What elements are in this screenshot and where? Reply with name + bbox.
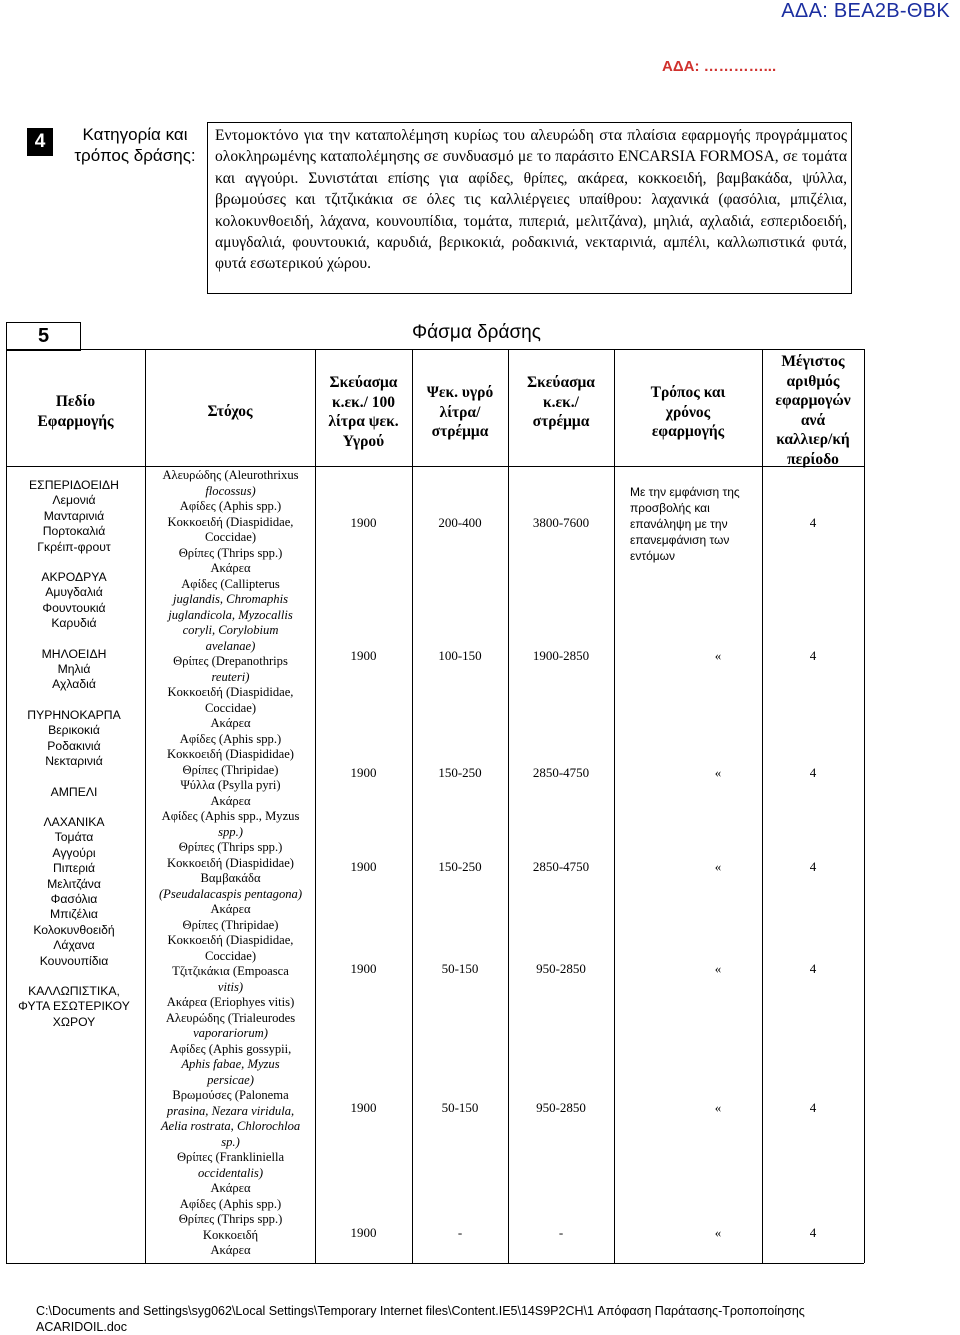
target-item: Coccidae) <box>204 530 257 544</box>
section-5-number: 5 <box>6 322 81 351</box>
target-item: Βρωμούσες (Palonema <box>172 1088 289 1102</box>
cell-max: 4 <box>809 1100 817 1115</box>
target-item: coryli, Corylobium <box>182 623 279 637</box>
field-item: Μανταρινιά <box>43 508 105 523</box>
field-group <box>4 984 144 1030</box>
cell-prep-100l: 1900 <box>350 648 377 663</box>
target-item: Βαμβακάδα <box>200 871 261 885</box>
field-item: Νεκταρινιά <box>45 754 103 769</box>
footer-path <box>36 1303 936 1335</box>
target-item: Τζιτζικάκια (Empoasca <box>172 964 289 978</box>
field-item: ΛΑΧΑΝΙΚΑ <box>43 814 105 829</box>
target-item: Θρίπες (Thrips spp.) <box>178 1212 283 1226</box>
table-header-line <box>6 466 864 467</box>
target-item: Θρίπες (Thrips spp.) <box>178 840 283 854</box>
section-4-text: Εντομοκτόνο για την καταπολέμηση κυρίως του αλευρώδη στα πλαίσια εφαρμογής προγράμματος ολοκληρωμένης καταπολέμησης σε συνδυασμό με το παράσιτο ENCARSIA FORMOSA, σε τομάτα και αγγούρι. Συνιστάται επίσης για αφίδες, θρίπες, ακάρεα, κοκκοειδή, βαμβακάδα, ψύλλα, βρωμούσες και τζιτζικάκια σε όλες τις καλλιέργειες υπαίθρου: λαχανικά (φασόλια, μπιζέλια, κολοκυνθοειδή, λάχανα, κουνουπίδια, τομάτα, πιπεριά, μελιτζάνα), μηλιά, αχλαδιά, εσπεριδοειδή, αμυγδαλιά, φουντουκιά, καρυδιά, βερικοκιά, ροδακινιά, νεκταρινιά, αμπέλι, καλλωπιστικά φυτά, φυτά εσωτερικού χώρου. <box>215 127 847 273</box>
target-item: Αλευρώδης (Trialeurodes <box>165 1010 296 1025</box>
ada-code: ΑΔΑ: ΒΕΑ2Β-ΘΒΚ <box>781 0 950 22</box>
col-line-6 <box>762 349 763 1263</box>
cell-liquid: 50-150 <box>441 1100 479 1115</box>
header-method: Τρόπος και χρόνος εφαρμογής <box>650 384 726 440</box>
target-item: Ακάρεα <box>210 793 251 808</box>
target-item: Ακάρεα <box>210 716 251 730</box>
col-line-4 <box>508 349 509 1263</box>
field-item: Πορτοκαλιά <box>42 524 106 539</box>
header-prep-stremma: Σκεύασμα κ.εκ./ στρέμμα <box>527 374 595 430</box>
field-group <box>4 785 144 800</box>
field-group <box>4 708 144 770</box>
target-item: vaporariorum) <box>193 1026 268 1040</box>
target-item: sp.) <box>221 1134 240 1149</box>
target-item: Ακάρεα <box>210 1181 251 1195</box>
col-line-2 <box>315 349 316 1263</box>
cell-prep-stremma: - <box>558 1225 564 1240</box>
target-item: Κοκκοειδή (Diaspididae, <box>167 933 294 947</box>
field-item: Πιπεριά <box>52 861 96 876</box>
field-item: Μπιζέλια <box>50 907 98 922</box>
cell-max: 4 <box>809 961 817 976</box>
col-line-5 <box>614 349 615 1263</box>
target-item: persicae) <box>207 1072 254 1087</box>
target-item: Ακάρεα (Eriophyes vitis) <box>166 995 295 1009</box>
field-item: Φουντουκιά <box>42 600 106 615</box>
target-item: avelanae) <box>205 638 256 653</box>
cell-max: 4 <box>809 765 817 780</box>
cell-max: 4 <box>809 648 817 663</box>
target-item: Coccidae) <box>204 700 257 715</box>
section-4-label-line2: τρόπος δράσης: <box>74 146 196 165</box>
target-item: Θρίπες (Drepanothrips <box>173 654 288 668</box>
cell-liquid: 50-150 <box>441 961 479 976</box>
cell-max: 4 <box>809 859 817 874</box>
table-bottom-line <box>6 1263 864 1264</box>
target-item: reuteri) <box>211 669 250 684</box>
target-item: occidentalis) <box>197 1165 264 1180</box>
target-item: Aphis fabae, Myzus <box>181 1057 280 1071</box>
cell-method: « <box>714 765 722 780</box>
field-item: ΚΑΛΛΩΠΙΣΤΙΚΑ, <box>28 983 120 998</box>
field-item: ΧΩΡΟΥ <box>52 1014 96 1029</box>
field-item: Κουνουπίδια <box>39 953 109 968</box>
header-prep-100l: Σκεύασμα κ.εκ./ 100 λίτρα ψεκ. Υγρού <box>328 374 399 450</box>
target-item: Κοκκοειδή (Diaspididae, <box>167 685 294 699</box>
col-line-1 <box>145 349 146 1263</box>
field-item: Μελιτζάνα <box>47 876 101 891</box>
field-group <box>4 478 144 555</box>
cell-method: « <box>714 961 722 976</box>
field-item: ΑΜΠΕΛΙ <box>50 784 98 799</box>
target-item: Αλευρώδης (Aleurothrixus <box>162 468 299 482</box>
target-item: Αφίδες (Callipterus <box>181 576 280 591</box>
field-item: ΠΥΡΗΝΟΚΑΡΠΑ <box>27 707 121 722</box>
col-line-7 <box>864 349 865 1263</box>
cell-liquid: - <box>457 1225 463 1240</box>
target-item: Κοκκοειδή (Diaspididae, <box>167 514 294 529</box>
cell-prep-100l: 1900 <box>350 1100 377 1115</box>
target-item: Κοκκοειδή (Diaspididae) <box>167 855 294 870</box>
cell-prep-100l: 1900 <box>350 765 377 780</box>
target-item: Ακάρεα <box>210 1243 251 1257</box>
cell-prep-100l: 1900 <box>350 1225 377 1240</box>
field-item: Αχλαδιά <box>52 677 96 692</box>
target-list <box>147 468 314 1259</box>
target-item: Κοκκοειδή (Diaspididae) <box>167 747 294 761</box>
field-item: ΕΣΠΕΡΙΔΟΕΙΔΗ <box>29 478 119 492</box>
cell-method: « <box>714 648 722 663</box>
section-4-label <box>66 124 204 166</box>
cell-prep-stremma: 2850-4750 <box>532 765 590 780</box>
table-top-line <box>6 349 864 350</box>
field-item: ΑΚΡΟΔΡΥΑ <box>41 570 107 585</box>
section-4-number: 4 <box>27 128 53 156</box>
field-item: Καρυδιά <box>51 616 97 631</box>
target-item: Θρίπες (Thripidae) <box>182 917 279 932</box>
target-item: Θρίπες (Frankliniella <box>176 1150 285 1164</box>
section-4-label-line1: Κατηγορία και <box>82 125 188 144</box>
target-item: Αφίδες (Aphis spp.) <box>179 499 282 513</box>
col-line-3 <box>412 349 413 1263</box>
target-item: Αφίδες (Aphis spp.) <box>179 1196 282 1211</box>
target-item: Coccidae) <box>204 948 257 963</box>
method-text: Με την εμφάνιση της προσβολής και επανάληψη με την επανεμφάνιση των εντόμων <box>630 485 740 563</box>
field-item: Αμυγδαλιά <box>45 585 103 600</box>
cell-prep-stremma: 950-2850 <box>536 1100 586 1115</box>
target-item: juglandicola, Myzocallis <box>168 607 293 622</box>
field-group <box>4 815 144 969</box>
cell-prep-100l: 1900 <box>350 961 377 976</box>
cell-liquid: 100-150 <box>438 648 482 663</box>
field-item: ΜΗΛΟΕΙΔΗ <box>41 646 107 661</box>
target-item: spp.) <box>218 824 243 839</box>
field-item: Λάχανα <box>53 938 95 953</box>
footer-line1: C:\Documents and Settings\syg062\Local Settings\Temporary Internet files\Content.IE5\14S9P2CH\1 Απόφαση Παράτασης-Τροποποίησης <box>36 1304 805 1318</box>
cell-liquid: 200-400 <box>438 515 482 530</box>
field-item: Κολοκυνθοειδή <box>33 922 115 937</box>
cell-prep-stremma: 1900-2850 <box>532 648 590 663</box>
cell-prep-100l: 1900 <box>350 515 377 530</box>
phase-title: Φάσμα δράσης <box>412 322 541 343</box>
target-item: (Pseudalacaspis pentagona) <box>158 886 303 901</box>
cell-max: 4 <box>809 1225 817 1240</box>
target-item: vitis) <box>217 979 244 994</box>
cell-prep-stremma: 950-2850 <box>536 961 586 976</box>
target-item: Κοκκοειδή <box>202 1227 259 1242</box>
cell-method: « <box>714 1100 722 1115</box>
target-item: Ακάρεα <box>210 561 251 575</box>
target-item: Αφίδες (Aphis gossypii, <box>169 1041 292 1056</box>
target-item: Aelia rostrata, Chlorochloa <box>160 1119 301 1133</box>
target-item: Ψύλλα (Psylla pyri) <box>180 778 281 792</box>
header-field: Πεδίο Εφαρμογής <box>37 393 114 430</box>
ada-placeholder: ΑΔΑ: …………... <box>662 58 777 75</box>
cell-method: « <box>714 859 722 874</box>
cell-method: « <box>714 1225 722 1240</box>
cell-prep-stremma: 3800-7600 <box>532 515 590 530</box>
field-group <box>4 570 144 632</box>
target-item: prasina, Nezara viridula, <box>166 1103 295 1118</box>
cell-liquid: 150-250 <box>438 765 482 780</box>
field-item: Μηλιά <box>57 662 91 677</box>
target-item: Ακάρεα <box>210 902 251 916</box>
field-group <box>4 647 144 693</box>
target-item: Αφίδες (Aphis spp., Myzus <box>161 809 300 823</box>
target-item: Θρίπες (Thrips spp.) <box>178 545 283 560</box>
field-item: ΦΥΤΑ ΕΣΩΤΕΡΙΚΟΥ <box>18 999 130 1014</box>
field-item: Λεμονιά <box>52 493 96 508</box>
header-liquid: Ψεκ. υγρό λίτρα/ στρέμμα <box>426 384 494 440</box>
field-item: Γκρέιπ-φρουτ <box>37 539 111 554</box>
target-item: flocossus) <box>205 483 256 498</box>
cell-liquid: 150-250 <box>438 859 482 874</box>
field-item: Βερικοκιά <box>48 723 100 738</box>
cell-max: 4 <box>809 515 817 530</box>
target-item: Αφίδες (Aphis spp.) <box>179 731 282 746</box>
header-target: Στόχος <box>207 403 253 420</box>
cell-prep-100l: 1900 <box>350 859 377 874</box>
header-max-apps: Μέγιστος αριθμός εφαρμογών ανά καλλιερ/κή περίοδο <box>775 353 851 468</box>
field-item: Φασόλια <box>50 891 98 906</box>
footer-line2: ACARIDOIL.doc <box>36 1320 128 1334</box>
field-list <box>4 478 144 1045</box>
cell-prep-stremma: 2850-4750 <box>532 859 590 874</box>
target-item: Θρίπες (Thripidae) <box>182 762 279 777</box>
target-item: juglandis, Chromaphis <box>173 592 288 606</box>
field-item: Τομάτα <box>54 830 94 845</box>
field-item: Αγγούρι <box>52 845 96 860</box>
field-item: Ροδακινιά <box>47 738 101 753</box>
